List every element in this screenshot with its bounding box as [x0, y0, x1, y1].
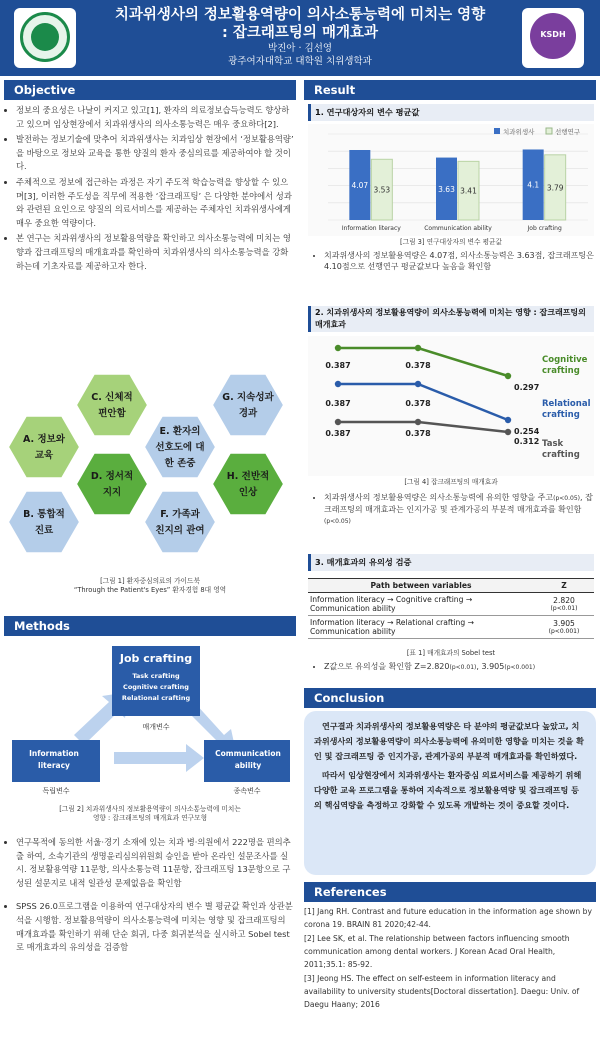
series-legend-label: Cognitive: [542, 355, 588, 365]
data-point: [505, 373, 511, 379]
independent-label: 독립변수: [42, 787, 70, 795]
bullet2-text-b: , 잡크래프팅의 매개효과는 인지가공 및 관계가공의 부분적 매개효과를 확인함: [324, 493, 593, 514]
mediation-line-chart: [308, 336, 594, 476]
bullet3-text-b: , 3.905: [476, 662, 505, 671]
mean-bar-chart: [308, 124, 594, 236]
bullet3-p1: (p<0.01): [449, 664, 477, 671]
hexagon-label: 지지: [102, 487, 122, 498]
hexagon-label: F. 가족과: [160, 509, 200, 520]
data-point: [415, 381, 421, 387]
arrow-direct: [114, 744, 204, 772]
figure2-caption-line2: 영향 : 잡크래프팅의 매개효과 연구모형: [92, 814, 208, 822]
reference-item: [2] Lee SK, et al. The relationship between factors influencing smooth communication among dental workers. J Korean Acad Oral Health, 2011;35.1: 85-92.: [304, 934, 570, 969]
hexagon: [76, 453, 148, 515]
objective-bullet: • 발전하는 정보기술에 맞추어 치과위생사는 치과임상 현장에서 ‘정보활용역량’ 을 바탕으로 정보와 교육을 통한 양질의 환자 중심의료를 제공하여야 할 것이다.: [16, 133, 294, 174]
result-sub3: 3. 매개효과의 유의성 검증: [308, 554, 594, 571]
figure1-caption-line2: “Through the Patient's Eyes” 환자경험 8대 영역: [73, 586, 227, 594]
bar-value-label: 3.41: [460, 186, 477, 196]
bar-value-label: 4.07: [351, 180, 369, 190]
ksdh-logo-text: KSDH: [540, 30, 566, 39]
hexagon-label: C. 신체적: [91, 392, 133, 403]
result-bullet2: [312, 492, 594, 529]
p-value: (p<0.001): [548, 628, 580, 635]
hexagon-label: 편안함: [98, 408, 126, 419]
title-line-2: : 잡크래프팅의 매개효과: [222, 25, 378, 41]
hexagon-label: 교육: [34, 450, 54, 461]
table-cell-path: Information literacy → Cognitive crafting → Communication ability: [308, 593, 534, 616]
table-row: [308, 593, 594, 616]
conclusion-box: [304, 711, 596, 875]
hexagon-label: A. 정보와: [23, 434, 65, 445]
hexagon-label: 선호도에 대: [155, 442, 205, 453]
reference-item: [1] Jang RH. Contrast and future education in the information age shown by corona 19. BRAIN 81 2020;42-44.: [304, 907, 592, 929]
job-crafting-items: [112, 671, 200, 704]
table-cell-path: Information literacy → Relational crafting → Communication ability: [308, 616, 534, 639]
reference-item: [3] Jeong HS. The effect on self-esteem in information literacy and availability to university students[Doctoral dissertation]. Daegu: Univ. of Daegu Haany; 2016: [304, 974, 580, 1009]
conclusion-para2: 따라서 임상현장에서 치과위생사는 환자중심 의료서비스를 제공하기 위해 다양한 교육 프로그램을 통하여 지속적으로 정보활용역량 및 잡크래프팅 등의 핵심역량을 측정하고 강화할 수 있도록 개발하는 것이 중요할 것이다.: [314, 770, 582, 810]
hexagon: [212, 374, 284, 436]
data-label: 0.387: [325, 429, 351, 438]
info-literacy-label: Information literacy: [29, 749, 79, 770]
mediator-label: 매개변수: [142, 723, 170, 731]
section-objective: Objective: [4, 80, 296, 100]
series-legend-label: crafting: [542, 410, 580, 420]
poster-title: [90, 6, 510, 42]
objective-bullet: • 정보의 중요성은 나날이 커지고 있고[1], 환자의 의료정보습득능력도 향상하고 있으며 임상현장에서 치과위생사의 의사소통능력은 매우 중요하다[2].: [16, 104, 294, 131]
hexagon-label: 한 존중: [164, 458, 196, 469]
x-tick-label: Job crafting: [527, 225, 562, 232]
data-point: [505, 417, 511, 423]
methods-bullet: • 연구목적에 동의한 서울·경기 소재에 있는 치과 병·의원에서 222명을 편의추출 하여, 소속기관의 생명윤리심의위원회 승인을 받아 온라인 설문조사를 실시. 정보활용역량 11문항, 의사소통능력 11문항, 잡크래프팅 13문항으로 구성된 설문지로 내적 일관성 문제없음을 확인함: [16, 836, 294, 890]
hexagon: [212, 453, 284, 515]
result-bullet: [324, 492, 594, 527]
x-tick-label: Communication ability: [424, 225, 492, 232]
table-header-path: Path between variables: [308, 579, 534, 593]
result-bullet1: [312, 250, 594, 274]
hexagon-label: 진료: [34, 525, 54, 536]
legend-label: 선행연구: [555, 128, 581, 136]
hexagon-label: 경과: [238, 408, 258, 419]
result-sub1: 1. 연구대상자의 변수 평균값: [308, 104, 594, 121]
table-row: [308, 616, 594, 639]
figure1-caption-line1: [그림 1] 환자중심의료의 가이드북: [100, 577, 200, 585]
bullet2-p2: (p<0.05): [324, 518, 351, 525]
x-tick-label: Information literacy: [341, 225, 401, 232]
data-label: 0.378: [405, 429, 431, 438]
series-legend-label: crafting: [542, 450, 580, 460]
data-label: 0.378: [405, 399, 431, 408]
hexagon: [144, 491, 216, 553]
university-logo: [14, 8, 76, 68]
hexagon-label: B. 통합적: [23, 509, 65, 520]
job-item: Relational crafting: [121, 694, 191, 702]
data-label: 0.297: [514, 383, 540, 392]
result-bullet: • 치과위생사의 정보활용역량은 4.07점, 의사소통능력은 3.63점, 잡크래프팅은 4.10점으로 선행연구 평균값보다 높음을 확인함: [324, 250, 594, 272]
legend-label: 치과위생사: [503, 128, 535, 136]
hexagon-label: H. 전반적: [226, 471, 270, 482]
hexagon-label: E. 환자의: [159, 426, 201, 437]
data-point: [335, 381, 341, 387]
affiliation: 광주여자대학교 대학원 치위생학과: [228, 56, 372, 67]
table1-caption: [표 1] 매개효과의 Sobel test: [406, 649, 496, 657]
legend-swatch: [546, 128, 552, 134]
communication-label: Communication ability: [215, 749, 281, 770]
poster-header: [0, 0, 600, 76]
data-label: 0.387: [325, 361, 351, 370]
authors: 박진아 · 김선영: [267, 43, 333, 54]
sobel-table: [308, 578, 594, 639]
data-label: 0.312: [514, 437, 540, 446]
figure3-caption: [그림 3] 연구대상자의 변수 평균값: [400, 238, 502, 246]
table-header-z: Z: [534, 579, 594, 593]
methods-bullet: • SPSS 26.0프로그램을 이용하여 연구대상자의 변수 별 평균값 확인과 상관분석을 시행함. 정보활용역량이 의사소통능력에 미치는 영향 및 잡크래프팅의 매개효과를 확인하기 위해 단순 회귀, 다중 회귀분석을 실시하고 Sobel test로 매개효과의 유의성을 검증함: [16, 900, 294, 954]
bar-value-label: 3.53: [373, 185, 391, 195]
objective-bullet: • 본 연구는 치과위생사의 정보활용역량을 확인하고 의사소통능력에 미치는 영향과 잡크래프팅의 매개효과를 확인하여 치과위생사의 의사소통능력을 강화하는데 기초자료를 제공하고자 한다.: [16, 232, 294, 273]
data-point: [415, 345, 421, 351]
references-list: [304, 905, 596, 1012]
hexagon: [8, 416, 80, 478]
objective-bullets: [4, 104, 294, 275]
job-item: Cognitive crafting: [123, 683, 189, 691]
series-legend-label: Relational: [542, 399, 591, 409]
data-label: 0.378: [405, 361, 431, 370]
data-point: [335, 345, 341, 351]
ksdh-logo: [522, 8, 584, 68]
bar-value-label: 3.63: [438, 184, 455, 194]
result-bullet3: [312, 660, 594, 677]
z-value: 2.820: [553, 596, 575, 605]
bar-value-label: 3.79: [546, 183, 564, 193]
series-legend-label: Task: [542, 439, 564, 449]
table-cell-z: [534, 593, 594, 616]
objective-bullet: • 주체적으로 정보에 접근하는 과정은 자기 주도적 학습능력을 향상할 수 있으며[3], 이러한 주도성을 직무에 적용한 ‘잡크래프팅’ 은 다양한 분야에서 성과와 관련된 요인으로 양질의 의료서비스를 제공하는 주체자인 치과위생사에게 매우 중요한 역량이다.: [16, 176, 294, 230]
figure4-caption: [그림 4] 잡크래프팅의 매개효과: [404, 478, 498, 486]
section-references: References: [304, 882, 596, 902]
bullet2-text-a: 치과위생사의 정보활용역량은 의사소통능력에 유의한 영향을 주고: [324, 493, 554, 502]
title-line-1: 치과위생사의 정보활용역량이 의사소통능력에 미치는 영향: [114, 7, 486, 23]
figure2-caption: [4, 805, 296, 823]
section-methods: Methods: [4, 616, 296, 636]
job-crafting-labels: [112, 652, 200, 704]
author-block: [90, 42, 510, 68]
data-point: [505, 429, 511, 435]
section-result: Result: [304, 80, 596, 100]
data-point: [335, 419, 341, 425]
job-item: Task crafting: [132, 672, 180, 680]
series-legend-label: crafting: [542, 366, 580, 376]
hexagon-label: 인상: [238, 487, 258, 498]
conclusion-para1: 연구결과 치과위생사의 정보활용역량은 타 분야의 평균값보다 높았고, 치과위생사의 정보활용역량이 의사소통능력에 유의미한 영향을 미치는 것을 확인 및 잡크래프팅 중 인지가공, 관계가공의 부분적 매개효과를 확인하였다.: [314, 721, 584, 761]
data-label: 0.254: [514, 427, 540, 436]
figure2-caption-line1: [그림 2] 치과위생사의 정보활용역량이 의사소통능력에 미치는: [59, 805, 241, 813]
result-sub2: 2. 치과위생사의 정보활용역량이 의사소통능력에 미치는 영향 : 잡크래프팅의 매개효과: [308, 306, 594, 332]
hexagon-label: G. 지속성과: [222, 392, 274, 403]
patient-experience-hexagons: [4, 372, 296, 570]
legend-swatch: [494, 128, 500, 134]
dependent-label: 종속변수: [233, 787, 261, 795]
data-label: 0.387: [325, 399, 351, 408]
z-value: 3.905: [553, 619, 575, 628]
p-value: (p<0.01): [550, 605, 578, 612]
hexagon: [8, 491, 80, 553]
methods-bullets: [4, 836, 294, 957]
section-conclusion: Conclusion: [304, 688, 596, 708]
bullet3-p2: (p<0.001): [504, 664, 536, 671]
bar-value-label: 4.1: [527, 180, 540, 190]
figure1-caption: [4, 577, 296, 595]
hexagon-label: D. 정서적: [90, 471, 134, 482]
table-cell-z: [534, 616, 594, 639]
result-bullet: [324, 660, 594, 675]
job-crafting-title: Job crafting: [119, 652, 193, 665]
hexagon-label: 친지의 관여: [155, 525, 205, 536]
bullet2-p1: (p<0.05): [553, 495, 580, 502]
data-point: [415, 419, 421, 425]
bullet3-text-a: Z값으로 유의성을 확인함 Z=2.820: [324, 662, 450, 671]
hexagon: [76, 374, 148, 436]
